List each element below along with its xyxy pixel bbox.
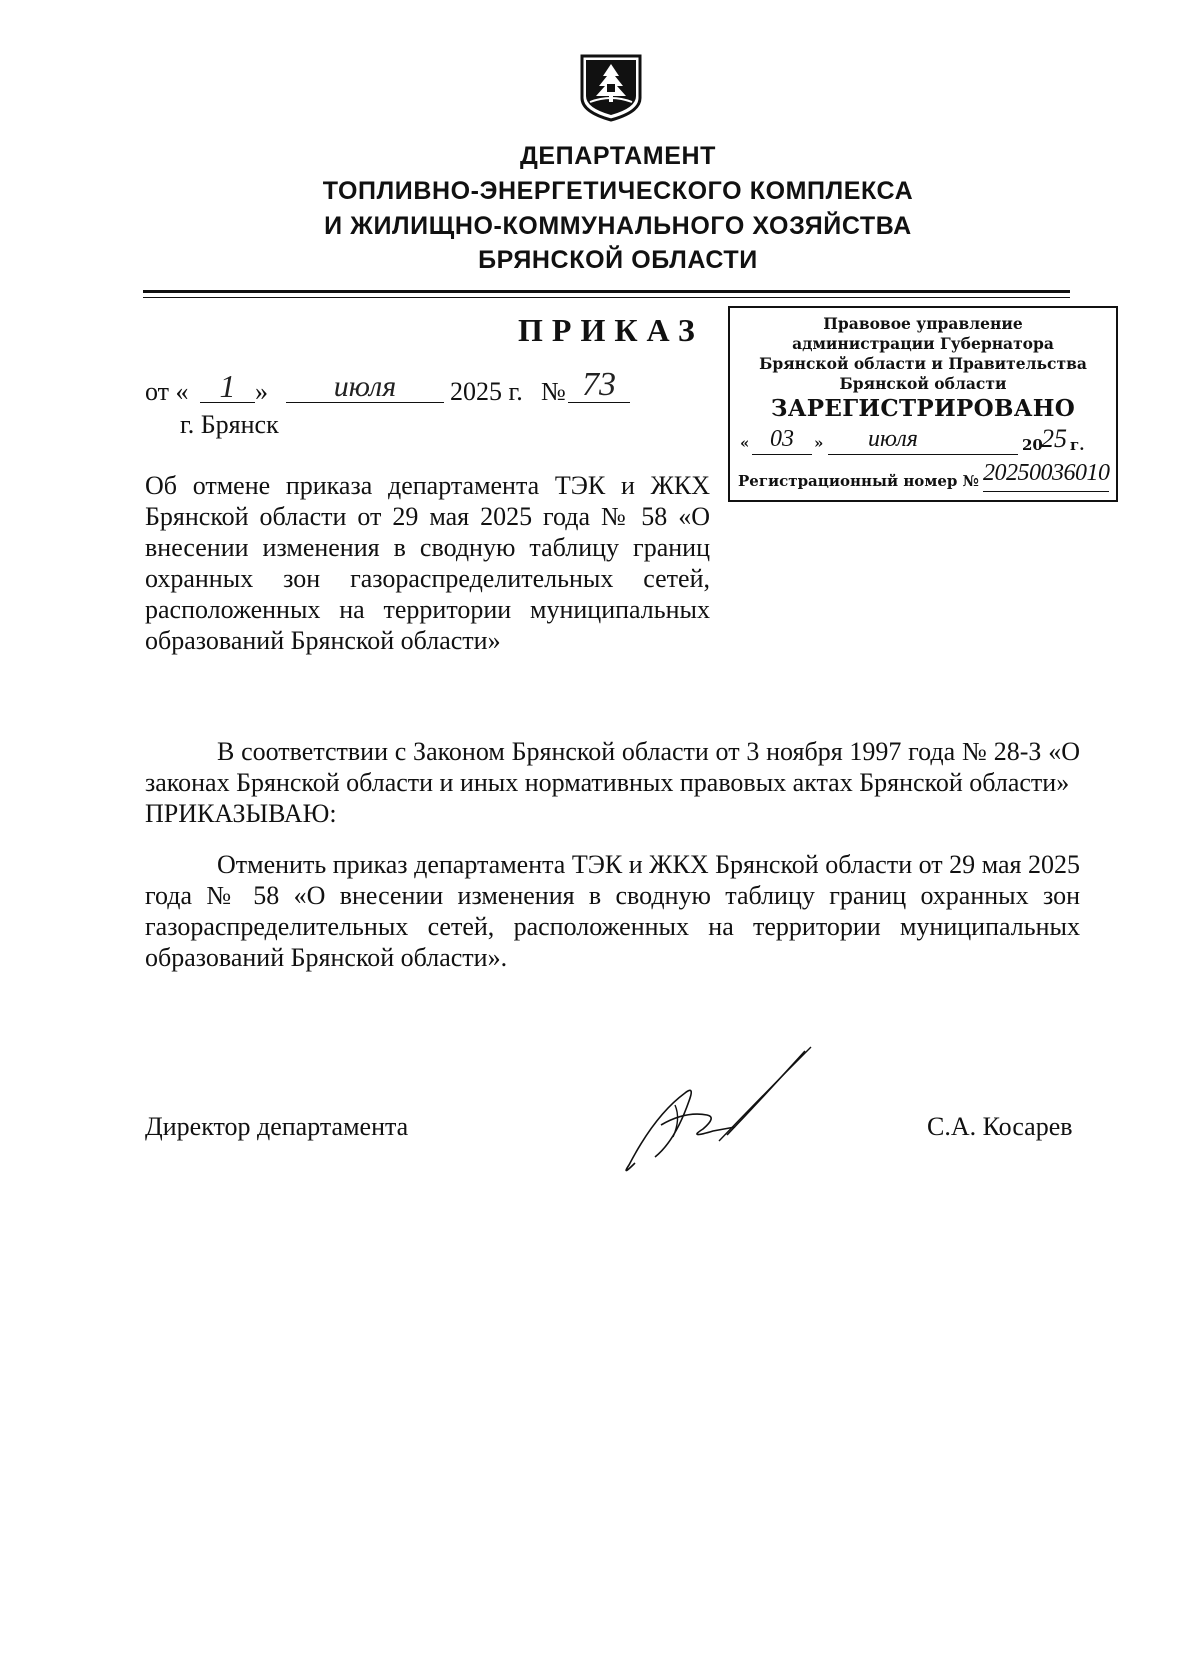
document-title: ПРИКАЗ [518, 312, 704, 348]
department-header-line-3: И ЖИЛИЩНО-КОММУНАЛЬНОГО ХОЗЯЙСТВА [324, 212, 912, 240]
stamp-day: 03 [770, 426, 794, 452]
header-divider-thick [143, 290, 1070, 293]
stamp-reg-number-underline [983, 491, 1109, 492]
registration-stamp [728, 306, 1118, 502]
coat-of-arms-icon [576, 54, 646, 122]
month-underline [286, 402, 444, 403]
number-underline [568, 402, 630, 403]
handwritten-signature [615, 1045, 835, 1185]
date-quote-close: » [255, 377, 268, 406]
stamp-open-quote: « [740, 434, 750, 452]
order-year: 2025 г. [450, 377, 523, 406]
stamp-day-underline [752, 454, 812, 455]
department-header-line-2: ТОПЛИВНО-ЭНЕРГЕТИЧЕСКОГО КОМПЛЕКСА [322, 177, 914, 205]
signatory-title: Директор департамента [145, 1112, 409, 1141]
order-month: июля [333, 370, 397, 403]
stamp-line-4: Брянской области [839, 374, 1007, 393]
number-sign: № [541, 377, 566, 406]
signatory-name: С.А. Косарев [927, 1112, 1073, 1141]
stamp-reg-number: 20250036010 [983, 460, 1110, 486]
order-body [145, 736, 1080, 973]
day-underline [200, 402, 255, 403]
body-paragraph-2: Отменить приказ департамента ТЭК и ЖКХ Брянской области от 29 мая 2025 года № 58 «О внесении изменения в сводную таблицу границ охранных зон газораспределительных сетей, расположенных на территории муниципальных образований Брянской области». [145, 850, 1080, 972]
stamp-month: июля [868, 426, 918, 452]
order-day: 1 [219, 368, 236, 404]
city: г. Брянск [180, 410, 279, 439]
stamp-year-handwritten: 25 [1041, 424, 1067, 453]
date-prefix: от « [145, 377, 189, 406]
stamp-line-2: администрации Губернатора [792, 334, 1054, 353]
stamp-reg-number-label: Регистрационный номер № [738, 472, 979, 490]
stamp-line-3: Брянской области и Правительства [759, 354, 1087, 373]
stamp-close-quote: » [814, 434, 824, 452]
stamp-line-1: Правовое управление [823, 314, 1023, 333]
order-subject: Об отмене приказа департамента ТЭК и ЖКХ Брянской области от 29 мая 2025 года № 58 «О внесении изменения в сводную таблицу границ охранных зон газораспределительных сетей, расположенных на территории муниципальных образований Брянской области» [145, 471, 710, 655]
stamp-registered: ЗАРЕГИСТРИРОВАНО [770, 395, 1076, 422]
department-header-line-1: ДЕПАРТАМЕНТ [519, 142, 717, 170]
stamp-month-underline [828, 454, 1018, 455]
stamp-year-suffix: г. [1070, 436, 1085, 454]
stamp-year-prefix: 20 [1022, 436, 1043, 454]
order-number: 73 [582, 366, 616, 403]
department-header-line-4: БРЯНСКОЙ ОБЛАСТИ [478, 246, 758, 274]
body-paragraph-1: В соответствии с Законом Брянской области от 3 ноября 1997 года № 28-З «О законах Брянской области и иных нормативных правовых актах Брянской области» [145, 737, 1080, 797]
header-divider-thin [143, 297, 1070, 298]
order-verb: ПРИКАЗЫВАЮ: [145, 799, 337, 828]
